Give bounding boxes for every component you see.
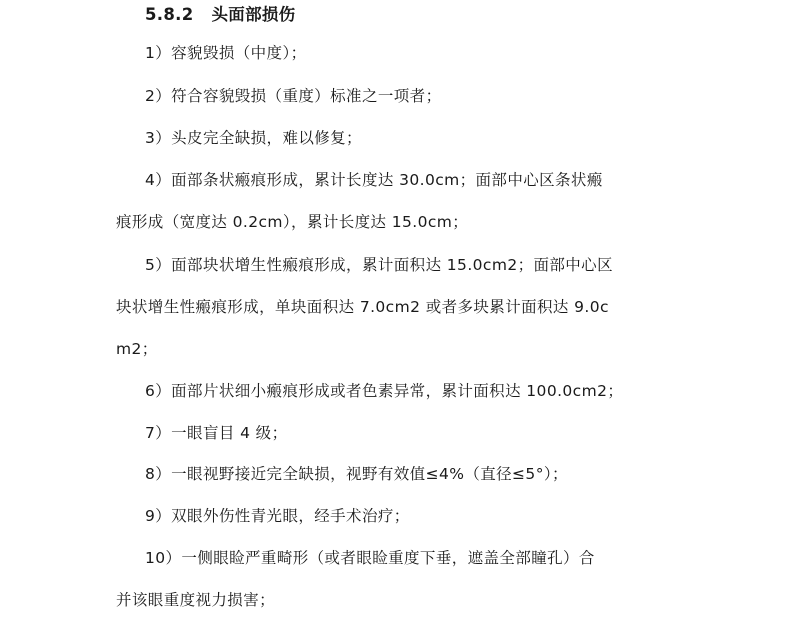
item-4-continued: 痕形成（宽度达 0.2cm），累计长度达 15.0cm；	[116, 213, 469, 231]
item-3: 3）头皮完全缺损，难以修复；	[145, 129, 362, 147]
item-7: 7）一眼盲目 4 级；	[145, 424, 288, 442]
item-10: 10）一侧眼睑严重畸形（或者眼睑重度下垂，遮盖全部瞳孔）合	[145, 549, 595, 567]
item-8: 8）一眼视野接近完全缺损，视野有效值≤4%（直径≤5°）；	[145, 465, 568, 483]
item-2: 2）符合容貌毁损（重度）标准之一项者；	[145, 87, 442, 105]
item-5-continued: 块状增生性瘢痕形成，单块面积达 7.0cm2 或者多块累计面积达 9.0c	[116, 298, 609, 316]
item-1: 1）容貌毁损（中度）；	[145, 44, 307, 62]
item-6: 6）面部片状细小瘢痕形成或者色素异常，累计面积达 100.0cm2；	[145, 382, 624, 400]
item-5-continued-2: m2；	[116, 340, 158, 358]
section-heading	[145, 3, 295, 27]
item-4: 4）面部条状瘢痕形成，累计长度达 30.0cm；面部中心区条状瘢	[145, 171, 603, 189]
item-9: 9）双眼外伤性青光眼，经手术治疗；	[145, 507, 410, 525]
section-title: 头面部损伤	[211, 5, 296, 24]
item-5: 5）面部块状增生性瘢痕形成，累计面积达 15.0cm2；面部中心区	[145, 256, 613, 274]
item-10-continued: 并该眼重度视力损害；	[116, 591, 276, 609]
section-number: 5.8.2	[145, 5, 194, 24]
